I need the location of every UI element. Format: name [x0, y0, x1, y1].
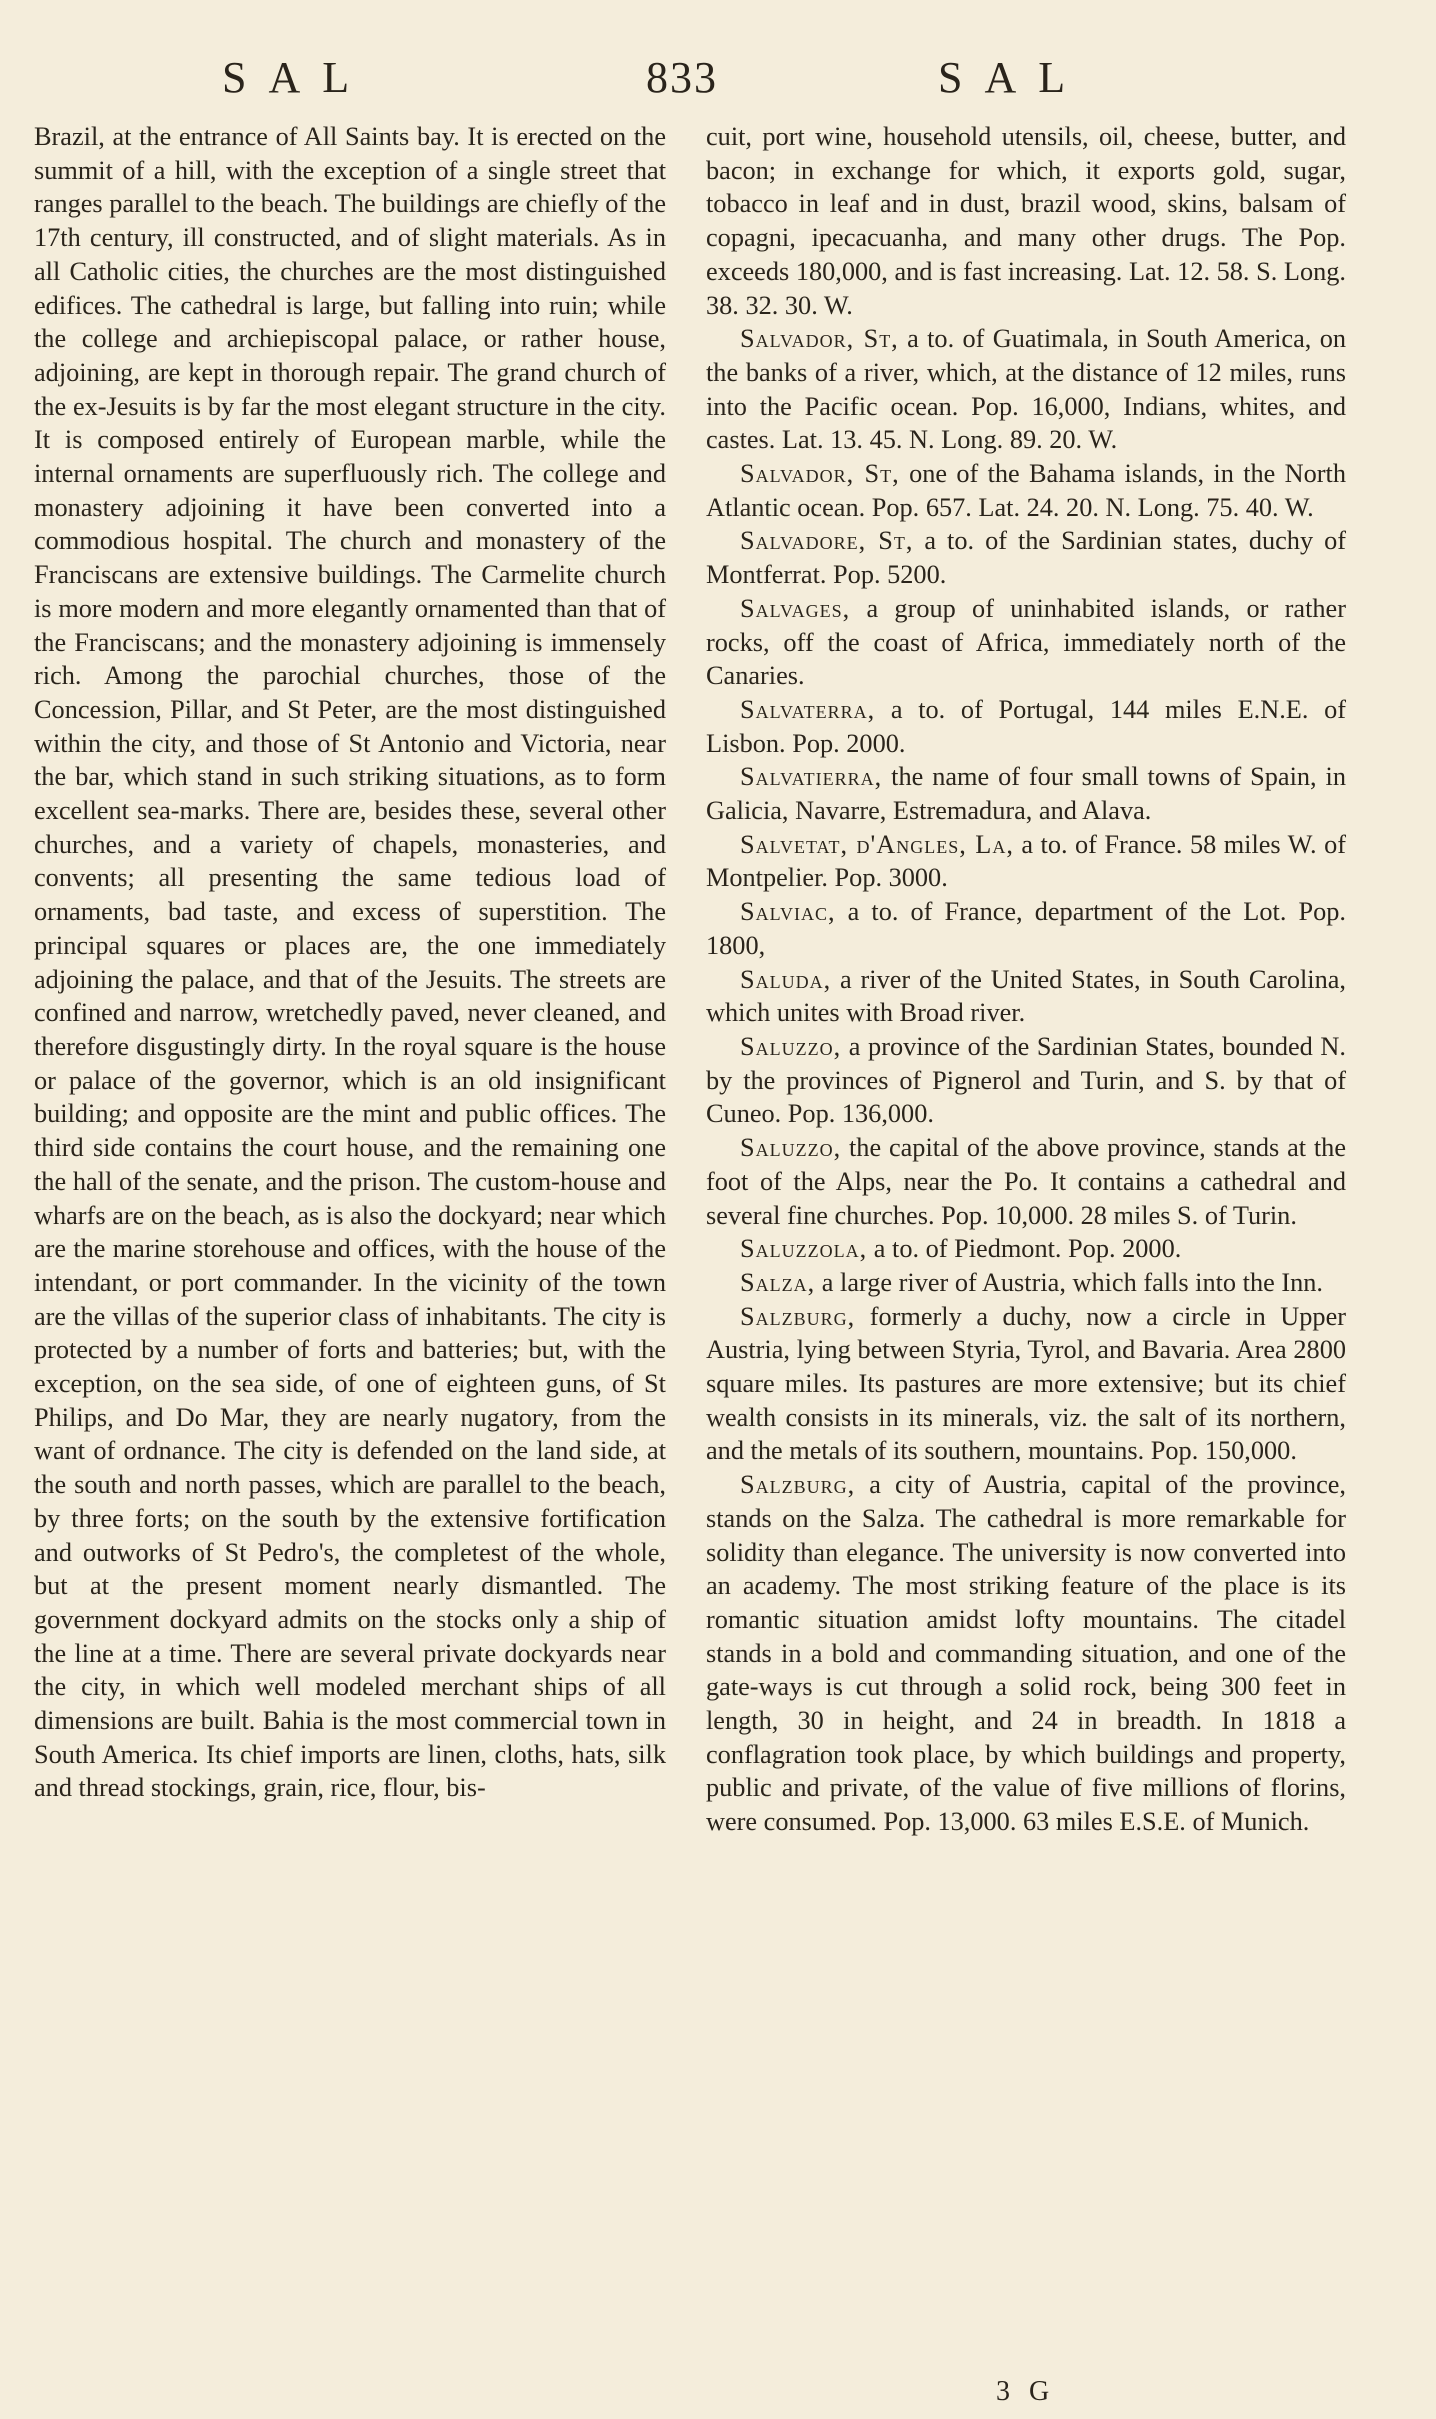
headword: Saluda, — [740, 964, 832, 994]
entry-text: a to. of the Sardinian states, duchy of Montferrat. Pop. 5200. — [706, 526, 1346, 590]
entry — [706, 524, 1346, 591]
headword: Salzburg, — [740, 1301, 856, 1331]
right-column — [706, 120, 1346, 1839]
headword: Salza, — [740, 1267, 816, 1297]
page-number: 833 — [646, 53, 718, 102]
headword: Salvages, — [740, 593, 851, 623]
entry — [706, 592, 1346, 693]
headword: Salzburg, — [740, 1470, 856, 1500]
entry — [706, 1030, 1346, 1131]
header-left: SAL — [222, 53, 372, 102]
entry-text: a city of Austria, capital of the province, stands on the Salza. The cathedral is more remarkable for solidity than elegance. The university is now converted into an academy. The most striking feature of the place is its romantic situation amidst lofty mountains. The citadel stands in a bold and commanding situation, and one of the gate-ways is cut through a solid rock, being 300 feet in length, 30 in height, and 24 in breadth. In 1818 a conflagration took place, by which buildings and property, public and private, of the value of five millions of florins, were consumed. Pop. 13,000. 63 miles E.S.E. of Munich. — [706, 1470, 1346, 1837]
headword: Saluzzola, — [740, 1234, 868, 1264]
entry — [706, 1300, 1346, 1469]
header-right: SAL — [938, 53, 1088, 102]
entry-text: the name of four small towns of Spain, in Galicia, Navarre, Estremadura, and Alava. — [706, 762, 1346, 826]
entry — [706, 963, 1346, 1030]
entry-text: a to. of Portugal, 144 miles E.N.E. of Lisbon. Pop. 2000. — [706, 694, 1346, 758]
entry — [706, 1468, 1346, 1839]
entry — [706, 895, 1346, 962]
headword: Salvadore, St, — [740, 526, 914, 556]
headword: Salvatierra, — [740, 762, 883, 792]
entry — [706, 693, 1346, 760]
headword: Salvetat, d'Angles, La, — [740, 829, 1014, 859]
headword: Salvaterra, — [740, 694, 876, 724]
entry-text: formerly a duchy, now a circle in Upper Austria, lying between Styria, Tyrol, and Bavaria. Area 2800 square miles. Its pastures are more extensive; but its chief wealth consists in its minerals, viz. the salt of its northern, and the metals of its southern, mountains. Pop. 150,000. — [706, 1301, 1346, 1466]
headword: Salvador, St, — [740, 324, 899, 354]
entry — [706, 1266, 1346, 1300]
entry-continuation — [706, 120, 1346, 322]
entry-text: a to. of Piedmont. Pop. 2000. — [867, 1234, 1182, 1264]
entry-text: a to. of Guatimala, in South America, on the banks of a river, which, at the distance of 12 miles, runs into the Pacific ocean. Pop. 16,000, Indians, whites, and castes. Lat. 13. 45. N. Long. 89. 20. W. — [706, 324, 1346, 455]
entry — [706, 760, 1346, 827]
entry — [706, 828, 1346, 895]
entry — [706, 1131, 1346, 1232]
headword: Saluzzo, — [740, 1133, 842, 1163]
left-column-text: Brazil, at the entrance of All Saints bay. It is erected on the summit of a hill, with the exception of a single street that ranges parallel to the beach. The buildings are chiefly of the 17th century, ill constructed, and of slight materials. As in all Catholic cities, the churches are the most distinguished edifices. The cathedral is large, but falling into ruin; while the college and archiepiscopal palace, or rather house, adjoining, are kept in thorough repair. The grand church of the ex-Jesuits is by far the most elegant structure in the city. It is composed entirely of European marble, while the internal ornaments are superfluously rich. The college and monastery adjoining it have been converted into a commodious hospital. The church and monastery of the Franciscans are extensive buildings. The Carmelite church is more modern and more elegantly ornamented than that of the Franciscans; and the monastery adjoining is immensely rich. Among the parochial churches, those of the Concession, Pillar, and St Peter, are the most distinguished within the city, and those of St Antonio and Victoria, near the bar, which stand in such striking situations, as to form excellent sea-marks. There are, besides these, several other churches, and a variety of chapels, monasteries, and convents; all presenting the same tedious load of ornaments, bad taste, and excess of superstition. The principal squares or places are, the one immediately adjoining the palace, and that of the Jesuits. The streets are confined and narrow, wretchedly paved, never cleaned, and therefore disgustingly dirty. In the royal square is the house or palace of the governor, which is an old insignificant building; and opposite are the mint and public offices. The third side contains the court house, and the remaining one the hall of the senate, and the prison. The custom-house and wharfs are on the beach, as is also the dockyard; near which are the marine storehouse and offices, with the house of the intendant, or port commander. In the vicinity of the town are the villas of the superior class of inhabitants. The city is protected by a number of forts and batteries; but, with the exception, on the sea side, of one of eighteen guns, of St Philips, and Do Mar, they are nearly nugatory, from the want of ordnance. The city is defended on the land side, at the south and north passes, which are parallel to the beach, by three forts; on the south by the extensive fortification and outworks of St Pedro's, the completest of the whole, but at the present moment nearly dismantled. The government dockyard admits on the stocks only a ship of the line at a time. There are several private dockyards near the city, in which well modeled merchant ships of all dimensions are built. Bahia is the most commercial town in South America. Its chief imports are linen, cloths, hats, silk and thread stockings, grain, rice, flour, bis- — [34, 122, 666, 1803]
headword: Salviac, — [740, 897, 836, 927]
entry-text: a province of the Sardinian States, bounded N. by the provinces of Pignerol and Turin, and S. by that of Cuneo. Pop. 136,000. — [706, 1031, 1346, 1129]
entry-text: the capital of the above province, stands at the foot of the Alps, near the Po. It contains a cathedral and several fine churches. Pop. 10,000. 28 miles S. of Turin. — [706, 1133, 1346, 1230]
entry-text: a to. of France, department of the Lot. Pop. 1800, — [706, 897, 1346, 960]
entry-text: a river of the United States, in South Carolina, which unites with Broad river. — [706, 964, 1346, 1028]
signature-mark: 3 G — [996, 2376, 1056, 2407]
entry — [706, 1232, 1346, 1266]
headword: Salvador, St, — [740, 459, 900, 489]
headword: Saluzzo, — [740, 1031, 842, 1061]
entry — [706, 457, 1346, 524]
entry — [706, 322, 1346, 457]
entry-text: a to. of France. 58 miles W. of Montpelier. Pop. 3000. — [706, 829, 1346, 893]
entry-text: a group of uninhabited islands, or rather rocks, off the coast of Africa, immediately north of the Canaries. — [706, 593, 1346, 691]
entry-text: one of the Bahama islands, in the North Atlantic ocean. Pop. 657. Lat. 24. 20. N. Long. 75. 40. W. — [706, 459, 1347, 522]
entry-text: cuit, port wine, household utensils, oil, cheese, butter, and bacon; in exchange for which, it exports gold, sugar, tobacco in leaf and in dust, brazil wood, skins, balsam of copagni, ipecacuanha, and many other drugs. The Pop. exceeds 180,000, and is fast increasing. Lat. 12. 58. S. Long. 38. 32. 30. W. — [706, 122, 1346, 320]
entry-text: a large river of Austria, which falls into the Inn. — [815, 1267, 1323, 1297]
left-column — [34, 120, 666, 1805]
running-header — [0, 52, 1436, 112]
